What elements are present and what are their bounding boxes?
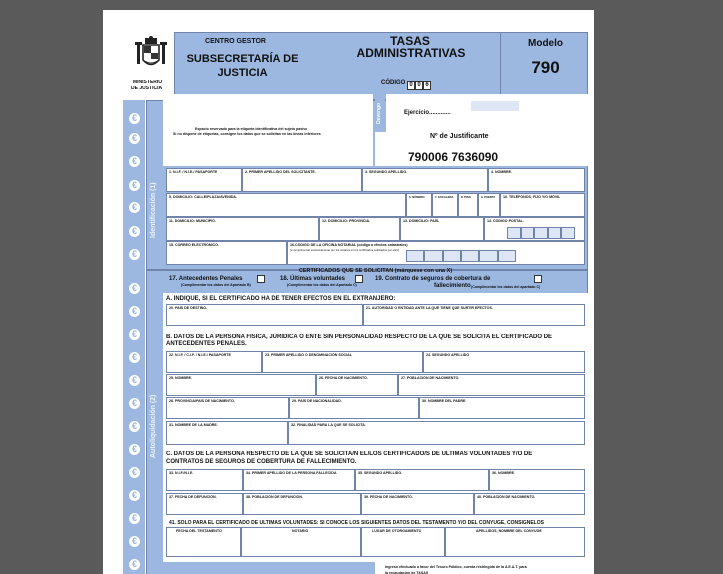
euro-icon: € <box>129 375 140 386</box>
cert-19-label-part-1: 19. Contrato de seguros de <box>375 276 453 282</box>
testamento-lugar[interactable] <box>361 527 445 557</box>
field-13-label: 13. DOMICILIO: PAÍS. <box>403 219 440 223</box>
notarial-digit-box[interactable] <box>424 250 442 262</box>
field-27-poblacion-nacimiento[interactable] <box>398 374 585 396</box>
espacio-reservado-line-2: Si no dispone de etiquetas, consigne los datos que se solicitan en las líneas inferiores <box>173 132 321 136</box>
field-10-telefonos[interactable] <box>500 193 585 217</box>
euro-icon: € <box>129 306 140 317</box>
postal-code-boxes <box>507 227 575 239</box>
field-21-autoridad[interactable] <box>363 304 585 326</box>
field-37-fecha-defuncion[interactable] <box>166 493 243 515</box>
postal-digit-box[interactable] <box>548 227 562 239</box>
field-35-label: 35. SEGUNDO APELLIDO. <box>358 471 403 475</box>
field-5-label: 5. DOMICILIO: CALLE/PLAZA/AVENIDA. <box>169 195 238 199</box>
field-39-label: 39. FECHA DE NACIMIENTO. <box>364 495 413 499</box>
cert-17-note: (Cumplimentar los datos del Apartado B) <box>181 283 251 287</box>
field-4-label: 4. NOMBRE. <box>491 170 512 174</box>
form-sheet <box>103 10 594 574</box>
field-27-label: 27. POBLACIÓN DE NACIMIENTO. <box>401 376 460 380</box>
field-32-finalidad[interactable] <box>288 421 585 445</box>
field-15-correo[interactable] <box>166 241 287 265</box>
euro-icon: € <box>129 536 140 547</box>
field-11-municipio[interactable] <box>166 217 319 241</box>
certificados-title: CERTIFICADOS QUE SE SOLICITAN (márquese con una X) <box>298 268 453 274</box>
field-40-label: 40. POBLACIÓN DE NACIMIENTO. <box>477 495 536 499</box>
field-16-label-line-2: (a cumplimentar exclusivamente por los notarios en los certificados solicitados por ellos) <box>290 248 400 252</box>
form-title-line-1: TASAS <box>390 34 430 48</box>
field-24-label: 24. SEGUNDO APELLIDO <box>426 353 470 357</box>
field-16-oficina-notarial[interactable] <box>287 241 585 265</box>
notarial-digit-box[interactable] <box>406 250 424 262</box>
ministry-line-2: DE JUSTICIA <box>131 86 163 90</box>
cert-19-label-part-2: cobertura de <box>454 276 491 282</box>
field-15-label: 15. CORREO ELECTRÓNICO. <box>169 243 219 247</box>
euro-icon: € <box>129 156 140 167</box>
field-25-label: 25. NOMBRE. <box>169 376 192 380</box>
field-7-escalera[interactable] <box>432 193 458 217</box>
ingreso-line-2: la recaudación de TASAS <box>385 571 429 574</box>
postal-digit-box[interactable] <box>561 227 575 239</box>
euro-icon: € <box>129 329 140 340</box>
euro-icon: € <box>129 226 140 237</box>
field-38-poblacion-defuncion[interactable] <box>243 493 361 515</box>
notarial-code-boxes <box>406 250 516 262</box>
field-28-provincia-pais[interactable] <box>166 397 289 419</box>
col-fecha-label: FECHA DEL TESTAMENTO <box>176 529 222 533</box>
postal-digit-box[interactable] <box>534 227 548 239</box>
section-a-title: A. INDIQUE, SI EL CERTIFICADO HA DE TENER EFECTOS EN EL EXTRANJERO: <box>166 296 396 302</box>
cert-19-label-line-1 <box>375 276 490 282</box>
notarial-digit-box[interactable] <box>498 250 516 262</box>
field-28-label: 28. PROVINCIA/PAÍS DE NACIMIENTO. <box>169 399 235 403</box>
field-10-label: 10. TELÉFONOS, FIJO Y/O MÓVIL <box>503 195 561 199</box>
col-notario-label: NOTARIO <box>292 529 309 533</box>
ejercicio-label: Ejercicio............. <box>404 110 451 116</box>
ejercicio-input[interactable] <box>471 101 519 111</box>
justificante-number: 790006 7636090 <box>408 150 499 164</box>
field-31-nombre-madre[interactable] <box>166 421 288 445</box>
field-8-piso[interactable] <box>458 193 478 217</box>
euro-icon: € <box>129 467 140 478</box>
field-21-label: 21. AUTORIDAD O ENTIDAD ANTE LA QUE TIENE QUE SURTIR EFECTOS. <box>366 306 493 310</box>
euro-icon: € <box>129 513 140 524</box>
codigo-label: CÓDIGO <box>381 80 406 86</box>
field-36-label: 36. NOMBRE. <box>492 471 515 475</box>
identificacion-side-label: Identificación (1) <box>150 182 157 238</box>
postal-digit-box[interactable] <box>507 227 521 239</box>
centro-gestor-name: SUBSECRETARÍA DE JUSTICIA <box>186 53 299 79</box>
ingreso-line-1: Ingreso efectuado a favor del Tesoro Público, cuenta restringida de la A.E.A.T. para <box>385 565 527 569</box>
field-3-segundo-apellido[interactable] <box>362 168 488 192</box>
field-34-primer-apellido[interactable] <box>243 469 355 491</box>
ministry-logo <box>131 36 171 80</box>
devengo-label: Devengo <box>376 102 382 124</box>
field-14-label: 14. CÓDIGO POSTAL. <box>487 219 524 223</box>
cert-19-checkbox[interactable] <box>534 275 542 283</box>
field-26-label: 26. FECHA DE NACIMIENTO. <box>319 376 368 380</box>
field-16-label-line-1: 16.CÓDIGO DE LA OFICINA NOTARIAL (código a efectos catastrales) <box>290 243 408 247</box>
field-2-label: 2. PRIMER APELLIDO DEL SOLICITANTE. <box>245 170 316 174</box>
notarial-digit-box[interactable] <box>443 250 461 262</box>
field-26-fecha-nacimiento[interactable] <box>316 374 398 396</box>
modelo-label: Modelo <box>528 38 563 49</box>
euro-icon: € <box>129 249 140 260</box>
field-40-poblacion-nacimiento[interactable] <box>474 493 585 515</box>
field-25-nombre[interactable] <box>166 374 316 396</box>
col-conyuge-label: APELLIDOS, NOMBRE DEL CÓNYUGE <box>476 529 542 533</box>
field-20-label: 20. PAÍS DE DESTINO. <box>169 306 208 310</box>
field-24-segundo-apellido[interactable] <box>423 351 585 373</box>
field-31-label: 31. NOMBRE DE LA MADRE. <box>169 423 218 427</box>
euro-icon: € <box>129 444 140 455</box>
field-36-nombre[interactable] <box>489 469 585 491</box>
field-32-label: 32. FINALIDAD PARA LA QUE SE SOLICITA. <box>291 423 366 427</box>
field-7-label: 7. ESCALERA <box>435 195 454 199</box>
justificante-label: Nº de Justificante <box>430 133 489 140</box>
field-1-nif[interactable] <box>166 168 242 192</box>
field-34-label: 34. PRIMER APELLIDO DE LA PERSONA FALLECIDA. <box>246 471 338 475</box>
euro-icon: € <box>129 202 140 213</box>
section-b-title-line-2: ANTECEDENTES PENALES. <box>166 341 247 347</box>
field-6-numero[interactable] <box>406 193 432 217</box>
cert-17-checkbox[interactable] <box>257 275 265 283</box>
testamento-notario[interactable] <box>241 527 361 557</box>
field-22-label: 22. N.I.F. / C.I.F. / N.I.E./ PASAPORTE <box>169 353 231 357</box>
field-33-nif[interactable] <box>166 469 243 491</box>
field-11-label: 11. DOMICILIO: MUNICIPIO. <box>169 219 216 223</box>
euro-icon: € <box>129 559 140 570</box>
field-33-label: 33. N.I.F./N.I.E. <box>169 471 194 475</box>
field-41-label: 41. SÓLO PARA EL CERTIFICADO DE ÚLTIMAS VOLUNTADES: SI CONOCE LOS SIGUIENTES DATOS DEL TESTAMENTO Y/O DEL CÓNYUGE, CONSÍGNELOS <box>169 520 544 526</box>
notarial-digit-box[interactable] <box>479 250 497 262</box>
field-9-puerta[interactable] <box>478 193 500 217</box>
field-12-label: 12. DOMICILIO: PROVINCIA. <box>322 219 371 223</box>
testamento-fecha[interactable] <box>166 527 241 557</box>
field-14-codigo-postal[interactable] <box>484 217 585 241</box>
euro-icon: € <box>129 352 140 363</box>
field-13-pais[interactable] <box>400 217 484 241</box>
field-37-label: 37. FECHA DE DEFUNCIÓN. <box>169 495 217 499</box>
field-6-label: 6. NÚMERO <box>409 195 425 199</box>
cert-18-note: (Cumplimentar los datos del Apartado C) <box>287 283 357 287</box>
euro-icon: € <box>129 490 140 501</box>
conyuge-nombre[interactable] <box>445 527 585 557</box>
field-38-label: 38. POBLACIÓN DE DEFUNCIÓN. <box>246 495 303 499</box>
field-12-provincia[interactable] <box>319 217 400 241</box>
postal-digit-box[interactable] <box>521 227 535 239</box>
euro-icon: € <box>129 133 140 144</box>
field-8-label: 8. PISO <box>461 195 471 199</box>
centro-gestor-label: CENTRO GESTOR <box>205 38 266 45</box>
euro-icon: € <box>129 180 140 191</box>
euro-column <box>123 100 145 574</box>
section-b-title-line-1: B. DATOS DE LA PERSONA FÍSICA, JURÍDICA O ENTE SIN PERSONALIDAD RESPECTO DE LA QUE SE SOLICITA EL CERTIFICADO DE <box>166 334 553 340</box>
codigo-digit-2: 0 <box>415 81 423 90</box>
field-22-nif[interactable] <box>166 351 262 373</box>
cert-19-label-line-2: fallecimiento <box>434 283 471 289</box>
euro-icon: € <box>129 113 140 124</box>
modelo-number: 790 <box>531 58 560 77</box>
field-39-fecha-nacimiento[interactable] <box>361 493 474 515</box>
euro-icon: € <box>129 398 140 409</box>
field-23-primer-apellido[interactable] <box>262 351 423 373</box>
field-3-label: 3. SEGUNDO APELLIDO. <box>365 170 408 174</box>
autoliquidacion-side-label: Autoliquidación (2) <box>150 394 157 458</box>
field-23-label: 23. PRIMER APELLIDO O DENOMINACIÓN SOCIAL <box>265 353 352 357</box>
codigo-digit-1: 0 <box>407 81 415 90</box>
field-35-segundo-apellido[interactable] <box>355 469 489 491</box>
field-5-calle[interactable] <box>166 193 406 217</box>
codigo-boxes <box>407 77 431 95</box>
field-30-label: 30. NOMBRE DEL PADRE. <box>422 399 467 403</box>
field-9-label: 9. PUERTA <box>481 195 496 199</box>
espacio-reservado-line-1: Espacio reservado para la etiqueta identificativa del sujeto pasivo <box>195 127 308 131</box>
field-4-nombre[interactable] <box>488 168 585 192</box>
cert-18-label: 18. Últimas voluntades <box>280 276 346 282</box>
field-29-nacionalidad[interactable] <box>289 397 419 419</box>
field-30-nombre-padre[interactable] <box>419 397 585 419</box>
field-20-pais-destino[interactable] <box>166 304 363 326</box>
euro-icon: € <box>129 421 140 432</box>
ministry-line-1: MINISTERIO <box>133 80 163 84</box>
euro-icon: € <box>129 283 140 294</box>
modelo-divider <box>500 32 501 100</box>
cert-18-checkbox[interactable] <box>355 275 363 283</box>
notarial-digit-box[interactable] <box>461 250 479 262</box>
cert-17-label: 17. Antecedentes Penales <box>169 276 243 282</box>
section-c-title-line-1: C. DATOS DE LA PERSONA RESPECTO DE LA QUE SE SOLICITA/N EL/LOS CERTIFICADO/S DE ÚLTIMAS VOLUNTADES Y/O DE <box>166 451 533 457</box>
col-lugar-label: LUGAR DE OTORGAMIENTO <box>372 529 422 533</box>
field-1-label: 1. N.I.F. / N.I.E./ PASAPORTE <box>169 170 218 174</box>
form-title-line-2: ADMINISTRATIVAS <box>356 46 466 60</box>
field-29-label: 29. PAÍS DE NACIONALIDAD. <box>292 399 342 403</box>
field-2-primer-apellido[interactable] <box>242 168 362 192</box>
codigo-digit-3: 6 <box>423 81 431 90</box>
cert-19-note: (Cumplimentar los datos del apartado C) <box>471 285 541 289</box>
section-c-title-line-2: CONTRATOS DE SEGUROS DE COBERTURA DE FALLECIMIENTO. <box>166 459 357 465</box>
coat-of-arms-icon <box>131 36 171 80</box>
